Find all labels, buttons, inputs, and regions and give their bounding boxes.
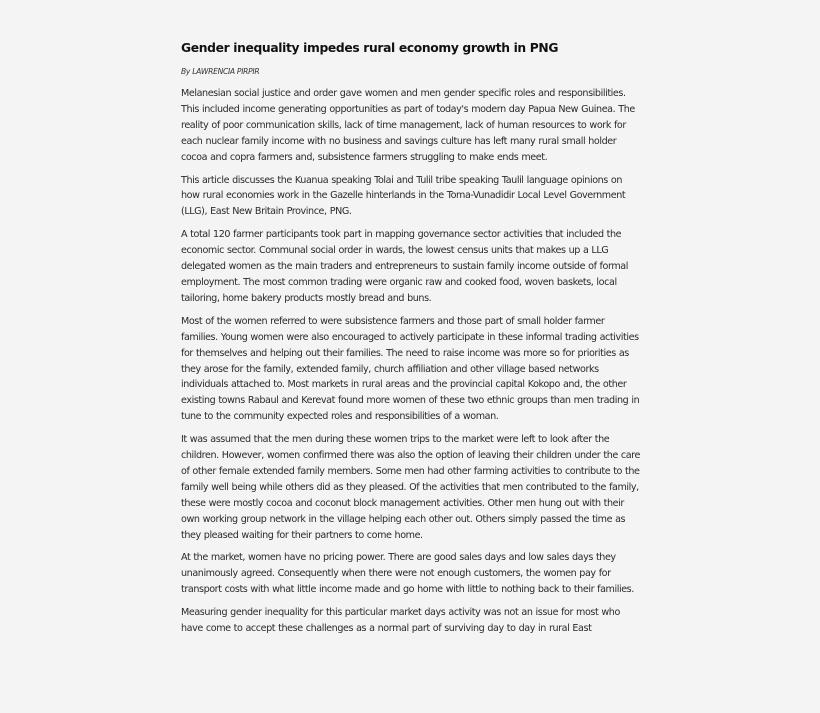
paragraph-2: This article discusses the Kuanua speaking Tolai and Tulil tribe speaking Taulil language opinions on how rural economies work in the Gazelle hinterlands in the Toma-Vunadidir Local Level Government (LLG), East New Britain Province, PNG. — [181, 174, 626, 218]
article-title: Gender inequality impedes rural economy growth in PNG — [181, 41, 559, 55]
paragraph-6: At the market, women have no pricing power. There are good sales days and low sales days they unanimously agreed. Consequently when there were not enough customers, the women pay for transport costs with what little income made and go home with little to nothing back to their families. — [181, 552, 634, 596]
paragraph-5: It was assumed that the men during these women trips to the market were left to look after the children. However, women confirmed there was also the option of leaving their children under the care of other female extended family members. Some men had other farming activities to contribute to the family well being while others did as they pleased. Of the activities that men contributed to the family, these were mostly cocoa and coconut block management activities. Other men hung out with their own working group network in the village helping each other out. Others simply passed the time as they pleased waiting for their partners to come home. — [181, 434, 640, 541]
paragraph-7: Measuring gender inequality for this particular market days activity was not an issue for most who have come to accept these challenges as a normal part of surviving day to day in rural East — [181, 607, 620, 635]
article-byline: By LAWRENCIA PIRPIR — [181, 67, 260, 76]
paragraph-4: Most of the women referred to were subsistence farmers and those part of small holder farmer families. Young women were also encouraged to actively participate in these informal trading activities for themselves and helping out their families. The need to raise income was more so for priorities as they arose for the family, extended family, church affiliation and other village based networks individuals attached to. Most markets in rural areas and the provincial capital Kokopo and, the other existing towns Rabaul and Kerevat found more women of these two ethnic groups than men trading in tune to the community expected roles and responsibilities of a woman. — [181, 315, 640, 423]
document-page — [181, 40, 643, 644]
paragraph-1: Melanesian social justice and order gave women and men gender specific roles and responsibilities. This included income generating opportunities as part of today's modern day Papua New Guinea. The reality of poor communication skills, lack of time management, lack of human resources to work for each nuclear family income with no business and savings culture has left many rural small holder cocoa and copra farmers and, subsistence farmers struggling to make ends meet. — [181, 88, 635, 163]
paragraph-3: A total 120 farmer participants took part in mapping governance sector activities that included the economic sector. Communal social order in wards, the lowest census units that makes up a LLG delegated women as the main traders and entrepreneurs to sustain family income outside of formal employment. The most common trading were organic raw and cooked food, woven baskets, local tailoring, home bakery products mostly bread and buns. — [181, 229, 628, 304]
